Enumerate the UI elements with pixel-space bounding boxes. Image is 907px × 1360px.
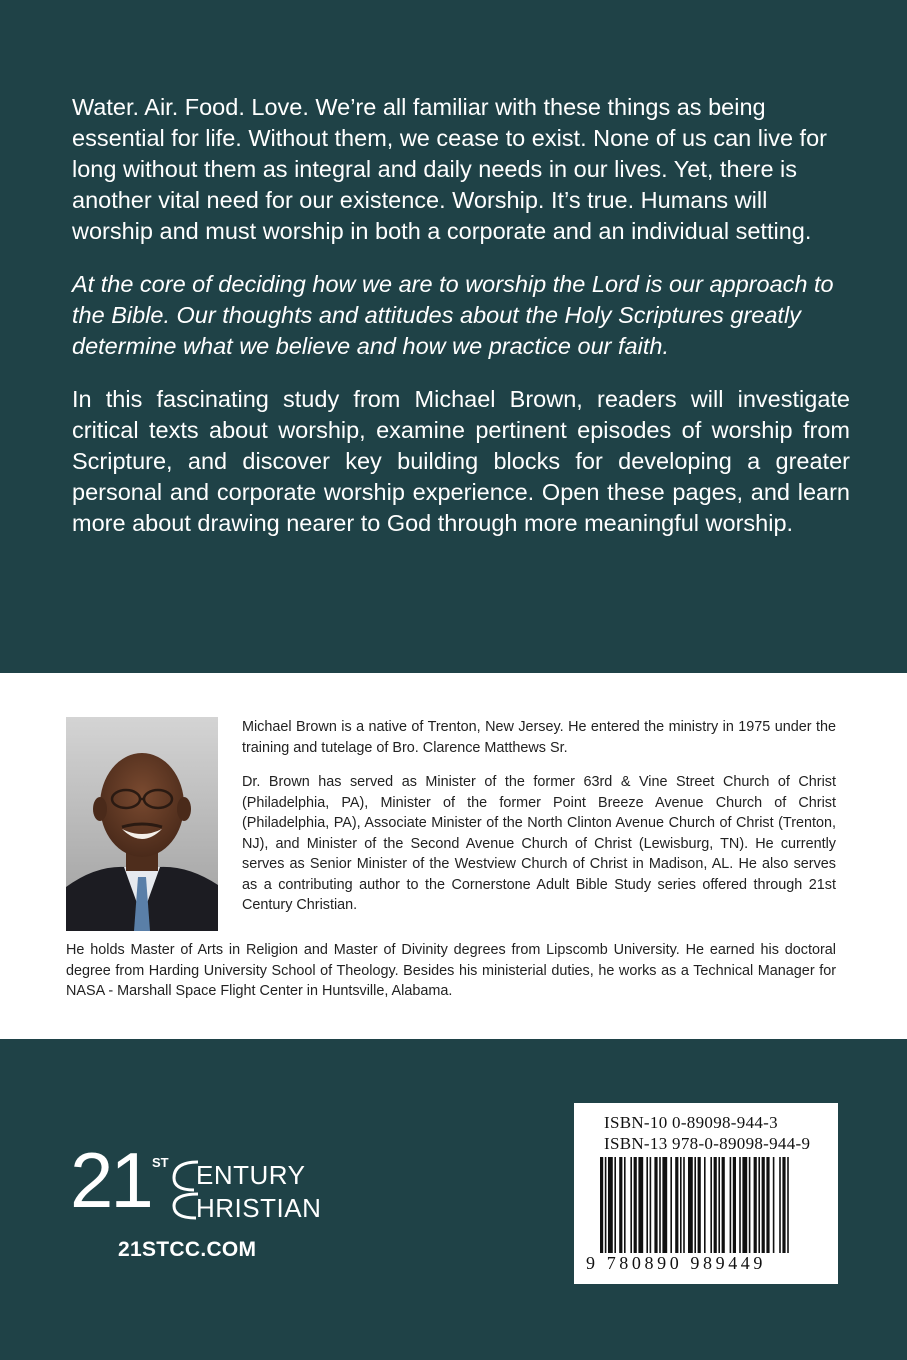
barcode-bar (742, 1157, 747, 1253)
barcode-bar (698, 1157, 701, 1253)
barcode-bar (766, 1157, 769, 1253)
barcode-bar (683, 1157, 685, 1253)
barcode-bar (758, 1157, 760, 1253)
barcode-bar (688, 1157, 693, 1253)
barcode-bar (619, 1157, 622, 1253)
barcode-bar (608, 1157, 613, 1253)
author-bio-credentials (66, 940, 836, 1002)
barcode-bars (600, 1157, 816, 1255)
author-photo (66, 717, 218, 931)
logo-number: 21 (70, 1136, 151, 1224)
barcode-bar (762, 1157, 765, 1253)
barcode-bar (694, 1157, 696, 1253)
barcode-bar (614, 1157, 616, 1253)
barcode-bar (624, 1157, 626, 1253)
blurb-paragraph-3: In this fascinating study from Michael Brown, readers will investigate critical texts about worship, examine pertinent episodes of worship from Scripture, and discover key building blocks for developing a greater personal and corporate worship experience. Open these pages, and learn more about drawing nearer to God through more meaningful worship. (72, 386, 850, 536)
barcode-bar (662, 1157, 667, 1253)
author-bio-text (242, 717, 836, 930)
bio-paragraph-3: He holds Master of Arts in Religion and Master of Divinity degrees from Lipscomb University. He earned his doctoral degree from Harding University School of Theology. Besides his ministerial duties, he works as a Technical Manager for NASA - Marshall Space Flight Center in Huntsville, Alabama. (66, 942, 836, 999)
logo-word-christian: HRISTIAN (196, 1193, 322, 1223)
blurb-paragraph-2-italic: At the core of deciding how we are to worship the Lord is our approach to the Bible. Our thoughts and attitudes about the Holy Scriptures greatly determine what we believe and how we practice our faith. (72, 271, 834, 359)
barcode-bar (710, 1157, 712, 1253)
barcode-bar (675, 1157, 678, 1253)
barcode-bar (733, 1157, 736, 1253)
isbn-13: ISBN-13 978-0-89098-944-9 (604, 1134, 811, 1153)
bio-paragraph-2: Dr. Brown has served as Minister of the former 63rd & Vine Street Church of Christ (Philadelphia, PA), Minister of the former Point Breeze Avenue Church of Christ (Philadelphia, PA), Associate Minister of the North Clinton Avenue Church of Christ (Trenton, NJ), and Minister of the Second Avenue Church of Christ (Lewisburg, TN). He currently serves as Senior Minister of the Westview Church of Christ in Madison, AL. He also serves as a contributing author to the Cornerstone Adult Bible Study series offered through 21st Century Christian. (242, 774, 836, 913)
author-bio-panel (0, 673, 907, 1039)
barcode-bar (650, 1157, 652, 1253)
publisher-website: 21STCC.COM (118, 1238, 257, 1261)
back-cover-blurb (72, 92, 850, 561)
isbn-barcode (574, 1103, 838, 1284)
logo-superscript: ST (152, 1155, 169, 1170)
barcode-bar (670, 1157, 672, 1253)
blurb-paragraph-1: Water. Air. Food. Love. We’re all familiar with these things as being essential for life. Without them, we cease to exist. None of us can live for long without them as integral and daily needs in our lives. Yet, there is another vital need for our existence. Worship. It’s true. Humans will worship and must worship in both a corporate and an individual setting. (72, 94, 827, 244)
barcode-bar (605, 1157, 607, 1253)
publisher-logo (70, 1136, 330, 1236)
barcode-bar (730, 1157, 732, 1253)
barcode-bar (634, 1157, 637, 1253)
barcode-bar (773, 1157, 775, 1253)
barcode-bar (787, 1157, 789, 1253)
barcode-bar (714, 1157, 717, 1253)
barcode-bar (754, 1157, 757, 1253)
barcode-bar (704, 1157, 706, 1253)
barcode-bar (680, 1157, 682, 1253)
isbn-10: ISBN-10 0-89098-944-3 (604, 1113, 778, 1132)
barcode-bar (722, 1157, 725, 1253)
barcode-bar (718, 1157, 720, 1253)
barcode-bar (600, 1157, 603, 1253)
barcode-bar (638, 1157, 643, 1253)
barcode-bar (646, 1157, 648, 1253)
barcode-bar (749, 1157, 751, 1253)
barcode-digits: 9 780890 989449 (586, 1253, 766, 1273)
barcode-bar (779, 1157, 781, 1253)
barcode-bar (782, 1157, 785, 1253)
barcode-bar (659, 1157, 661, 1253)
barcode-bar (630, 1157, 632, 1253)
barcode-bar (739, 1157, 741, 1253)
bio-paragraph-1: Michael Brown is a native of Trenton, New Jersey. He entered the ministry in 1975 under the training and tutelage of Bro. Clarence Matthews Sr. (242, 719, 836, 756)
logo-word-century: ENTURY (196, 1160, 306, 1190)
barcode-bar (654, 1157, 657, 1253)
